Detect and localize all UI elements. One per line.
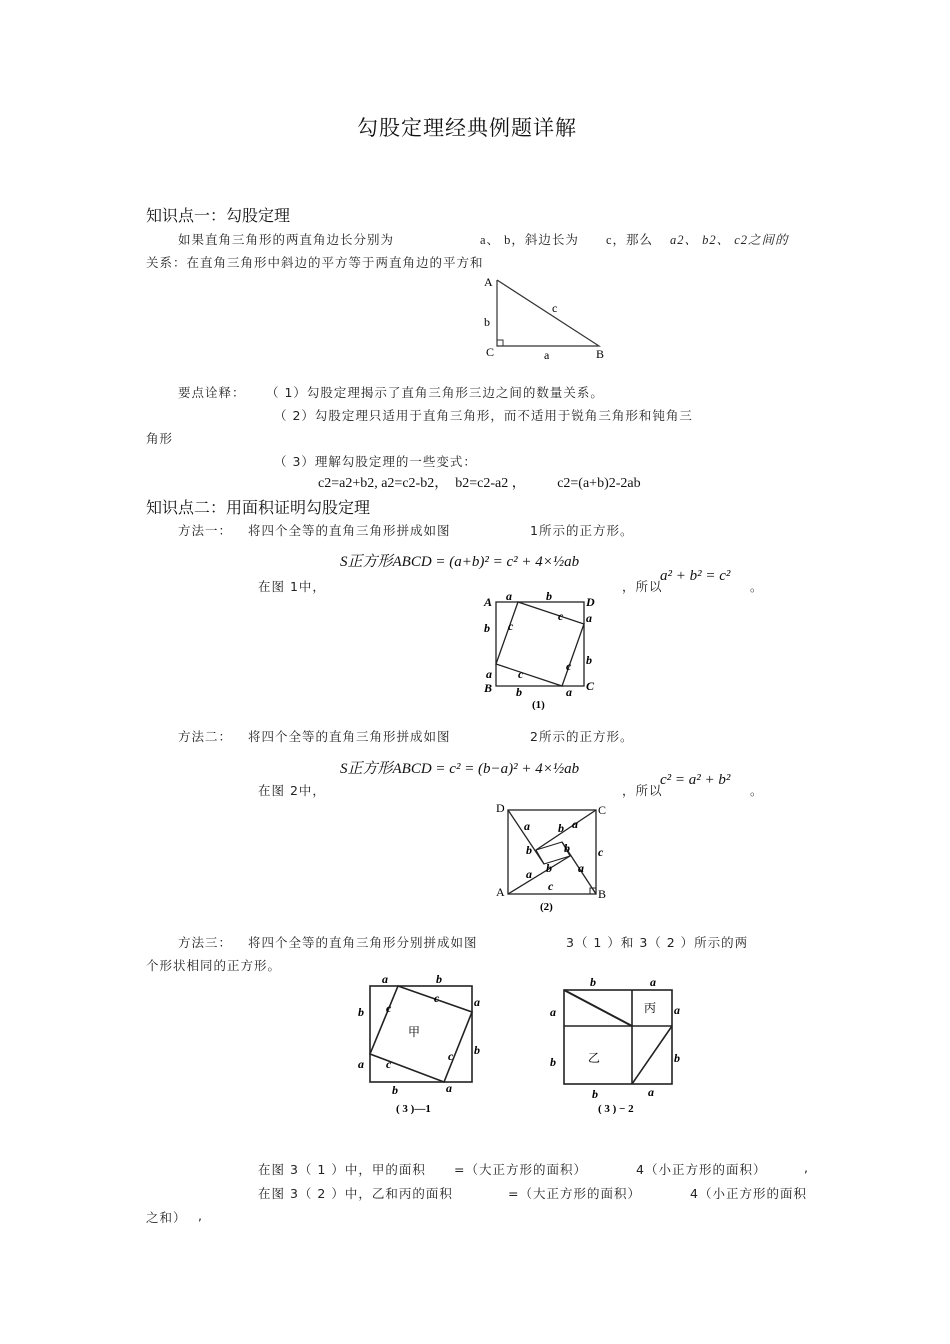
fig3-1-b-bottom: b [392, 1083, 398, 1097]
section1-heading: 知识点一：勾股定理 [146, 206, 291, 225]
fig2-label-a1: a [524, 819, 530, 833]
fig1-label-c4: c [518, 667, 524, 681]
m2-text: 将四个全等的直角三角形拼成如图 [248, 729, 451, 744]
m2-result-formula: c² = a² + b² [660, 772, 731, 788]
m1-text: 将四个全等的直角三角形拼成如图 [248, 523, 451, 538]
bottom-l1-b: =（大正方形的面积） [454, 1162, 587, 1177]
fig2-label-b2: b [526, 843, 532, 857]
fig3-2-b-top: b [590, 975, 596, 989]
fig1-label-b-bottom: b [516, 685, 522, 699]
fig2-label-a2: a [572, 817, 578, 831]
m3-ref: 3（ 1 ）和 3（ 2 ）所示的两 [566, 935, 749, 950]
fig1-vertex-B: B [484, 681, 493, 695]
m1-pre: 在图 1中， [258, 579, 326, 594]
fig3-1-c4: c [386, 1057, 392, 1071]
tri-side-b: b [484, 315, 490, 329]
m2-end: 。 [750, 783, 764, 798]
fig2-label-c-bottom: c [548, 879, 554, 893]
bottom-l2-a: 在图 3（ 2 ）中，乙和丙的面积 [258, 1186, 453, 1201]
figure-1 [480, 590, 600, 710]
fig3-2-b-bottom: b [592, 1087, 598, 1101]
m2-area-formula: S正方形ABCD = c² = (b−a)² + 4×½ab [340, 761, 580, 777]
bottom-l1-end: , [804, 1160, 809, 1175]
m1-result-formula: a² + b² = c² [660, 568, 731, 584]
right-triangle-figure [478, 272, 618, 364]
s1-line1-d: a2、 b2、 c2之间的 [670, 233, 789, 247]
bottom-l2-b: =（大正方形的面积） [508, 1186, 641, 1201]
tri-vertex-C: C [486, 345, 495, 359]
fig3-1-a-bottom: a [446, 1081, 452, 1095]
fig3-2-b-left: b [550, 1055, 556, 1069]
tri-vertex-A: A [484, 275, 493, 289]
fig3-2-caption: ( 3 ) − 2 [598, 1103, 634, 1115]
fig1-vertex-A: A [484, 595, 493, 609]
fig1-caption: (1) [532, 699, 545, 710]
s1-line2: 关系：在直角三角形中斜边的平方等于两直角边的平方和 [146, 255, 484, 270]
bottom-l1-c: 4（小正方形的面积） [636, 1162, 767, 1177]
fig1-label-a-right: a [586, 611, 592, 625]
m2-pre: 在图 2中， [258, 783, 326, 798]
bottom-l1-a: 在图 3（ 1 ）中，甲的面积 [258, 1162, 426, 1177]
fig2-label-c-right: c [598, 845, 604, 859]
fig2-label-a4: a [578, 861, 584, 875]
fig1-vertex-D: D [586, 595, 595, 609]
fig3-1-a-top: a [382, 972, 388, 986]
fig3-1-c2: c [434, 991, 440, 1005]
m1-label: 方法一： [178, 523, 233, 538]
variant-formulas: c2=a2+b2, a2=c2-b2， b2=c2-a2 ， c2=(a+b)2-2ab [318, 476, 641, 491]
fig1-label-b-left: b [484, 621, 490, 635]
fig2-vertex-D: D [496, 801, 505, 815]
section2-heading: 知识点二：用面积证明勾股定理 [146, 498, 371, 517]
fig3-1-c3: c [448, 1049, 454, 1063]
fig2-label-b3: b [564, 841, 570, 855]
fig1-label-c3: c [566, 659, 572, 673]
bottom-l2-c: 4（小正方形的面积 [690, 1186, 807, 1201]
fig2-vertex-C: C [598, 803, 607, 817]
fig1-label-c2: c [558, 609, 564, 623]
fig3-1-a-right: a [474, 995, 480, 1009]
m1-fig-ref: 1所示的正方形。 [530, 523, 634, 538]
fig3-2-a-top: a [650, 975, 656, 989]
tri-side-a: a [544, 348, 550, 362]
fig1-label-a-bottom: a [566, 685, 572, 699]
m1-area-formula: S正方形ABCD = (a+b)² = c² + 4×½ab [340, 554, 580, 570]
fig3-1-b-right: b [474, 1043, 480, 1057]
fig3-1-b-left: b [358, 1005, 364, 1019]
s1-line1-c: c，那么 [606, 233, 654, 247]
fig1-label-c1: c [508, 619, 514, 633]
bottom-l3: 之和） [146, 1210, 187, 1225]
fig2-label-b1: b [558, 821, 564, 835]
fig3-2-a-left: a [550, 1005, 556, 1019]
tri-vertex-B: B [596, 347, 605, 361]
figure-3-2 [546, 972, 696, 1120]
fig2-vertex-A: A [496, 885, 505, 899]
fig1-label-b-right: b [586, 653, 592, 667]
fig1-label-a-left: a [486, 667, 492, 681]
m3-text2: 个形状相同的正方形。 [146, 958, 282, 973]
fig3-1-caption: ( 3 )—1 [396, 1103, 431, 1115]
notes-label: 要点诠释： [178, 385, 246, 400]
note-3: （ 3）理解勾股定理的一些变式： [274, 454, 477, 469]
fig1-label-a-top: a [506, 590, 512, 603]
fig1-vertex-C: C [586, 679, 595, 693]
m2-label: 方法二： [178, 729, 233, 744]
fig3-2-bing: 丙 [644, 1001, 657, 1015]
fig3-1-a-left: a [358, 1057, 364, 1071]
fig3-1-jia: 甲 [408, 1025, 421, 1039]
fig3-2-yi: 乙 [588, 1051, 601, 1065]
fig2-label-b4: b [546, 861, 552, 875]
fig2-label-a3: a [526, 867, 532, 881]
note-2: （ 2）勾股定理只适用于直角三角形，而不适用于锐角三角形和钝角三 [274, 408, 693, 423]
m2-fig-ref: 2所示的正方形。 [530, 729, 634, 744]
fig1-label-b-top: b [546, 590, 552, 603]
figure-2 [490, 798, 610, 914]
page-title: 勾股定理经典例题详解 [357, 116, 577, 140]
fig3-2-b-right: b [674, 1051, 680, 1065]
figure-3-1 [352, 972, 492, 1117]
m2-mid: ，所以 [622, 783, 663, 798]
fig3-1-c1: c [386, 1001, 392, 1015]
fig2-vertex-B: B [598, 887, 607, 901]
note-2-cont: 角形 [146, 431, 174, 446]
m1-end: 。 [750, 579, 764, 594]
m3-label: 方法三： [178, 935, 233, 950]
fig3-2-a-bottom: a [648, 1085, 654, 1099]
fig2-caption: (2) [540, 901, 553, 913]
fig3-1-b-top: b [436, 972, 442, 986]
m1-mid: ，所以 [622, 579, 663, 594]
bottom-l3-end: , [198, 1208, 203, 1223]
fig3-2-a-right: a [674, 1003, 680, 1017]
m3-text: 将四个全等的直角三角形分别拼成如图 [248, 935, 478, 950]
tri-side-c: c [552, 301, 558, 315]
s1-line1-a: 如果直角三角形的两直角边长分别为 [178, 232, 395, 247]
s1-line1-b: a、 b，斜边长为 [480, 233, 579, 247]
note-1: （ 1）勾股定理揭示了直角三角形三边之间的数量关系。 [266, 385, 604, 400]
